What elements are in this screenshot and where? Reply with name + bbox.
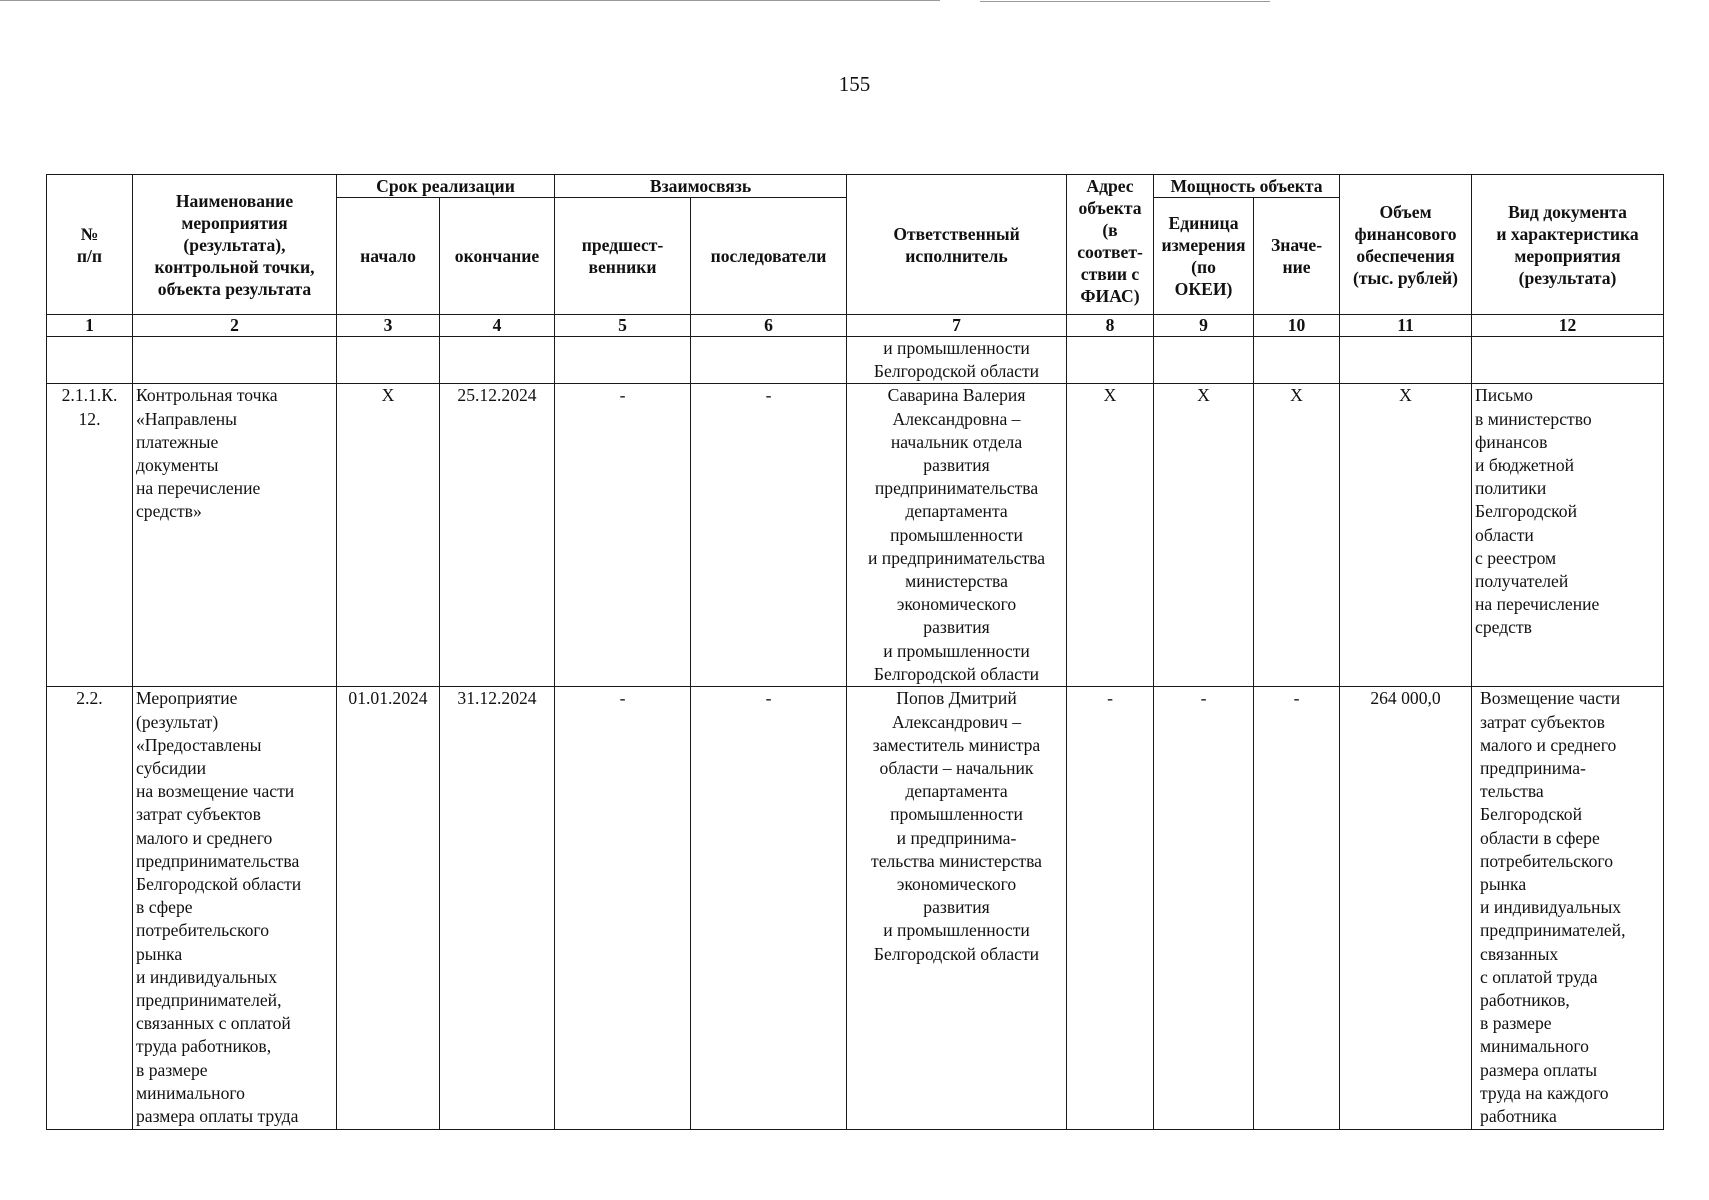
cell-value: - (1254, 687, 1340, 1130)
header-successors: последователи (691, 198, 847, 315)
cell-responsible: и промышленности Белгородской области (847, 337, 1067, 384)
cell-name: Мероприятие (результат) «Предоставлены субсидии на возмещение части затрат субъектов малого и среднего предпринимательства Белгородской области в сфере потребительского рынка и индивидуальных предпринимателей, связанных с оплатой труда работников, в размере минимального размера оплаты труда (133, 687, 337, 1130)
column-number: 3 (337, 315, 440, 337)
cell-value (1254, 337, 1340, 384)
header-doc: Вид документа и характеристика мероприятия (результата) (1472, 175, 1664, 315)
cell-doc: Письмо в министерство финансов и бюджетной политики Белгородской области с реестром получателей на перечисление средств (1472, 384, 1664, 687)
table-row (47, 384, 1664, 687)
cell-start: X (337, 384, 440, 687)
cell-end: 25.12.2024 (440, 384, 555, 687)
column-number: 12 (1472, 315, 1664, 337)
cell-doc (1472, 337, 1664, 384)
column-number: 4 (440, 315, 555, 337)
scan-edge-line (0, 0, 940, 1)
cell-predecessors: - (555, 687, 691, 1130)
column-number: 1 (47, 315, 133, 337)
cell-unit: X (1154, 384, 1254, 687)
cell-finance (1340, 337, 1472, 384)
cell-value: X (1254, 384, 1340, 687)
cell-successors (691, 337, 847, 384)
table-row (47, 687, 1664, 1130)
header-predecessors: предшест- венники (555, 198, 691, 315)
cell-doc: Возмещение части затрат субъектов малого и среднего предпринима- тельства Белгородской области в сфере потребительского рынка и индивидуальных предпринимателей, связанных с оплатой труда работников, в размере минимального размера оплаты труда на каждого работника (1472, 687, 1664, 1130)
column-number: 9 (1154, 315, 1254, 337)
cell-finance: 264 000,0 (1340, 687, 1472, 1130)
cell-responsible: Саварина Валерия Александровна – начальник отдела развития предпринимательства департамента промышленности и предпринимательства министерства экономического развития и промышленности Белгородской области (847, 384, 1067, 687)
column-number: 7 (847, 315, 1067, 337)
column-number: 5 (555, 315, 691, 337)
cell-unit (1154, 337, 1254, 384)
cell-predecessors: - (555, 384, 691, 687)
header-link: Взаимосвязь (555, 175, 847, 198)
cell-num (47, 337, 133, 384)
cell-num: 2.1.1.К. 12. (47, 384, 133, 687)
column-number: 10 (1254, 315, 1340, 337)
cell-address (1067, 337, 1154, 384)
cell-successors: - (691, 687, 847, 1130)
scan-edge-line (980, 1, 1270, 2)
cell-successors: - (691, 384, 847, 687)
column-numbers-row (47, 315, 1664, 337)
table-row (47, 337, 1664, 384)
cell-predecessors (555, 337, 691, 384)
cell-num: 2.2. (47, 687, 133, 1130)
cell-start: 01.01.2024 (337, 687, 440, 1130)
column-number: 6 (691, 315, 847, 337)
cell-name (133, 337, 337, 384)
cell-end: 31.12.2024 (440, 687, 555, 1130)
header-finance: Объем финансового обеспечения (тыс. рублей) (1340, 175, 1472, 315)
header-end: окончание (440, 198, 555, 315)
cell-responsible: Попов Дмитрий Александрович – заместитель министра области – начальник департамента промышленности и предпринима- тельства министерства экономического развития и промышленности Белгородской области (847, 687, 1067, 1130)
column-number: 8 (1067, 315, 1154, 337)
cell-address: - (1067, 687, 1154, 1130)
header-address: Адрес объекта (в соответ- ствии с ФИАС) (1067, 175, 1154, 315)
cell-address: X (1067, 384, 1154, 687)
header-start: начало (337, 198, 440, 315)
header-unit: Единица измерения (по ОКЕИ) (1154, 198, 1254, 315)
cell-finance: X (1340, 384, 1472, 687)
page-number: 155 (838, 72, 871, 96)
cell-unit: - (1154, 687, 1254, 1130)
header-capacity: Мощность объекта (1154, 175, 1340, 198)
header-value: Значе- ние (1254, 198, 1340, 315)
cell-start (337, 337, 440, 384)
header-period: Срок реализации (337, 175, 555, 198)
cell-end (440, 337, 555, 384)
header-responsible: Ответственный исполнитель (847, 175, 1067, 315)
events-table (46, 174, 1664, 1130)
column-number: 11 (1340, 315, 1472, 337)
column-number: 2 (133, 315, 337, 337)
header-name: Наименование мероприятия (результата), контрольной точки, объекта результата (133, 175, 337, 315)
header-num: № п/п (47, 175, 133, 315)
cell-name: Контрольная точка «Направлены платежные документы на перечисление средств» (133, 384, 337, 687)
